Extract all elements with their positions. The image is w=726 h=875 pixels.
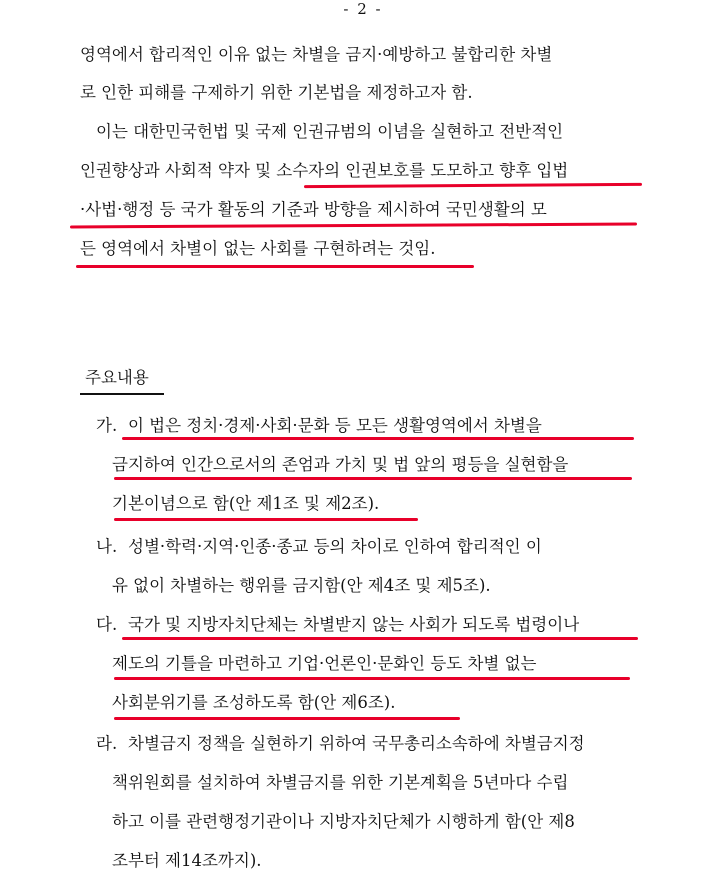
list-item-marker: 가. [96, 416, 118, 435]
highlight-underline [76, 265, 474, 268]
list-item-line: 국가 및 지방자치단체는 차별받지 않는 사회가 되도록 법령이나 [128, 615, 580, 634]
intro-line: 인권향상과 사회적 약자 및 소수자의 인권보호를 도모하고 향후 입법 [80, 161, 569, 180]
highlight-underline [114, 717, 460, 720]
list-item-line: 유 없이 차별하는 행위를 금지함(안 제4조 및 제5조). [112, 576, 491, 595]
intro-line: 영역에서 합리적인 이유 없는 차별을 금지·예방하고 불합리한 차별 [80, 45, 553, 64]
highlight-underline [114, 477, 632, 480]
intro-line: ·사법·행정 등 국가 활동의 기준과 방향을 제시하여 국민생활의 모 [80, 200, 547, 219]
highlight-underline [304, 183, 642, 188]
list-item-line: 차별금지 정책을 실현하기 위하여 국무총리소속하에 차별금지정 [128, 734, 585, 753]
list-item-line: 사회분위기를 조성하도록 함(안 제6조). [112, 693, 396, 712]
list-item-line: 금지하여 인간으로서의 존엄과 가치 및 법 앞의 평등을 실현함을 [112, 455, 569, 474]
list-item-line: 하고 이를 관련행정기관이나 지방자치단체가 시행하게 함(안 제8 [112, 812, 575, 831]
list-item-line: 성별·학력·지역·인종·종교 등의 차이로 인하여 합리적인 이 [128, 537, 542, 556]
highlight-underline [122, 437, 634, 440]
highlight-underline [70, 223, 637, 229]
section-title-rule [80, 393, 164, 395]
intro-line: 로 인한 피해를 구제하기 위한 기본법을 제정하고자 함. [80, 83, 473, 102]
highlight-underline [122, 637, 638, 640]
intro-line: 이는 대한민국헌법 및 국제 인권규범의 이념을 실현하고 전반적인 [96, 122, 564, 141]
list-item-line: 조부터 제14조까지). [112, 851, 262, 870]
list-item-marker: 다. [96, 615, 118, 634]
highlight-underline [114, 518, 418, 521]
list-item-line: 기본이념으로 함(안 제1조 및 제2조). [112, 494, 380, 513]
list-item-marker: 나. [96, 537, 118, 556]
page-number: - 2 - [343, 0, 383, 18]
section-title: 주요내용 [85, 368, 149, 387]
list-item-line: 제도의 기틀을 마련하고 기업·언론인·문화인 등도 차별 없는 [112, 654, 537, 673]
list-item-line: 책위원회를 설치하여 차별금지를 위한 기본계획을 5년마다 수립 [112, 773, 569, 792]
highlight-underline [114, 677, 630, 680]
list-item-marker: 라. [96, 734, 118, 753]
list-item-line: 이 법은 정치·경제·사회·문화 등 모든 생활영역에서 차별을 [128, 416, 542, 435]
intro-line: 든 영역에서 차별이 없는 사회를 구현하려는 것임. [80, 239, 436, 258]
